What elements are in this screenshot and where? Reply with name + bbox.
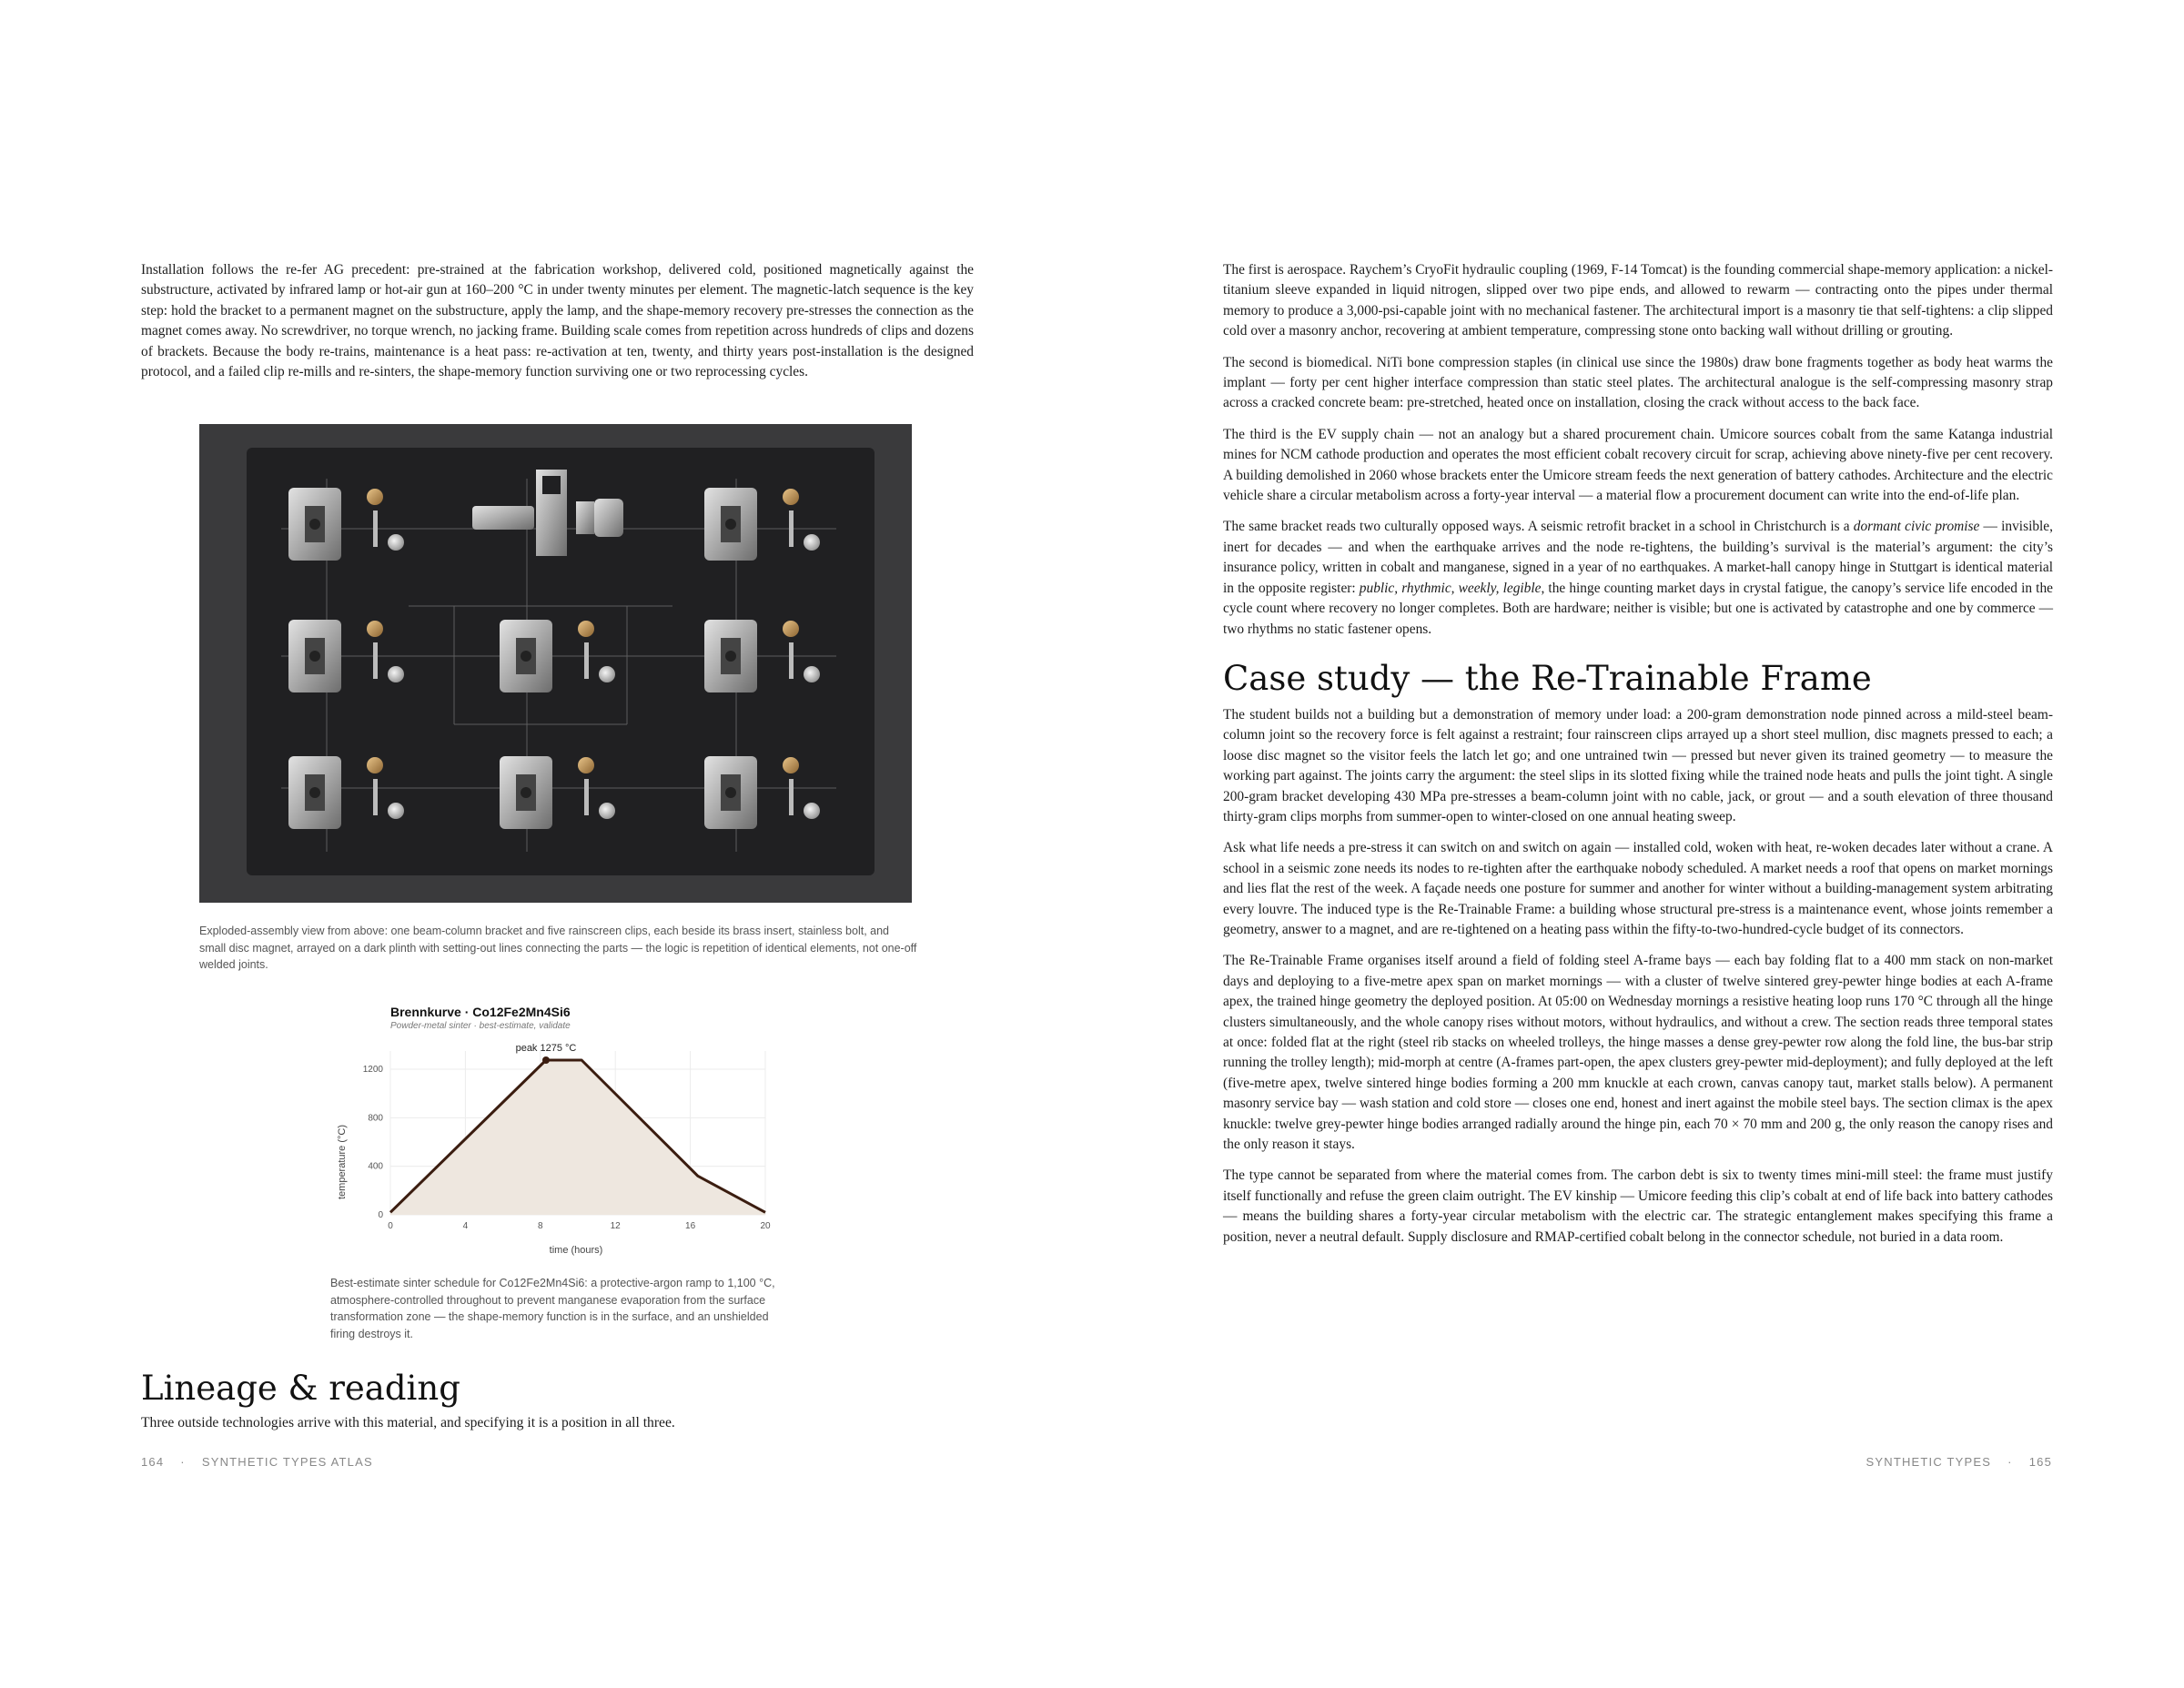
left-column [141, 260, 974, 393]
chart-y-tick-label: 0 [378, 1210, 383, 1220]
chart-y-ticks [363, 1065, 384, 1220]
chart-x-ticks [388, 1221, 771, 1231]
chart-annotation: peak 1275 °C [515, 1043, 577, 1054]
paragraph-demonstration: The student builds not a building but a demonstration of memory under load: a 200-gram demonstration node pinned across a mild-steel beam-column joint so the recovery force is felt against a restraint; four rainscreen clips arrayed up a short steel mullion, disc magnets pressed to each; a loose disc magnet so the visitor feels the latch let go; and one untrained twin — pressed but never given its trained geometry — to measure the working part against. The joints carry the argument: the steel slips in its slotted fixing while the trained node heats and pulls the joint tight. A single 200-gram bracket developing 430 MPa pre-stresses a beam-column joint with no cable, jack, or grout — and a south elevation of three thousand thirty-gram clips morphs from summer-open to winter-closed on one annual heating sweep. [1223, 706, 2053, 824]
paragraph-biomedical: The second is biomedical. NiTi bone compression staples (in clinical use since the 1980s) draw bone fragments together as body heat warms the implant — forty per cent higher interface compression than static steel plates. The architectural analogue is the self-compressing masonry strap across a cracked concrete beam: pre-stretched, heated once on installation, closing the crack without access to the back face. [1223, 354, 2053, 411]
paragraph-frame-organisation: The Re-Trainable Frame organises itself around a field of folding steel A-frame bays — each bay folding flat to a 400 mm stack on non-market days and deploying to a five-metre apex span on market mornings — with a cluster of twelve sintered grey-pewter hinge bodies at each A-frame apex, the trained hinge geometry the deployed position. At 05:00 on Wednesday mornings a resistive heating loop runs 170 °C through all the hinge clusters simultaneously, and the whole canopy rises without motors, without hydraulics, and without a crew. The section reads three temporal states at once: folded flat at the right (steel rib stacks on wheeled trolleys, the hinge masses a dense grey-pewter row along the fold line, the bus-bar strip running the trolley length); mid-morph at centre (A-frames part-open, the apex clusters grey-pewter mid-deployment); and fully deployed at the left (five-metre apex, twelve sintered hinge bodies forming a 200 mm knuckle at each crown, canvas canopy taut, market stalls below). A permanent masonry service bay — wash station and cold store — closes one end, honest and inert against the mobile steel bays. The section climax is the apex knuckle: twelve grey-pewter hinge bodies arranged radially around the hinge pin, each 70 × 70 mm and 200 g, the only reason the canopy rises and the only reason it stays. [1223, 953, 2053, 1153]
paragraph-two-readings [1223, 517, 2053, 639]
footer-left [141, 1455, 373, 1469]
footer-separator: · [180, 1455, 186, 1469]
right-page [1092, 0, 2184, 1688]
intro-paragraph: Installation follows the re-fer AG precedent: pre-strained at the fabrication workshop, delivered cold, positioned magnetically against the substructure, activated by infrared lamp or hot-air gun at 160–200 °C in under twenty minutes per element. The magnetic-latch sequence is the key step: hold the bracket to a permanent magnet on the substructure, apply the lamp, and the shape-memory recovery pre-stresses the connection as the magnet comes away. No screwdriver, no torque wrench, no jacking frame. Building scale comes from repetition across hundreds of clips and dozens of brackets. Because the body re-trains, maintenance is a heat pass: re-activation at ten, twenty, and thirty years post-installation is the designed protocol, and a failed clip re-mills and re-sinters, the shape-memory function surviving one or two reprocessing cycles. [141, 262, 974, 380]
case-study-heading: Case study — the Re-Trainable Frame [1223, 658, 1872, 698]
chart-x-tick-label: 12 [610, 1221, 621, 1231]
paragraph-ev-supply: The third is the EV supply chain — not an analogy but a shared procurement chain. Umicore sources cobalt from the same Katanga industrial mines for NCM cathode production and operates the most efficient cobalt recovery circuit for scrap, achieving above ninety-five per cent recovery. A building demolished in 2060 whose brackets enter the Umicore stream feeds the next generation of battery cathodes. Architecture and the electric vehicle share a circular metabolism across a forty-year interval — a material flow a procurement document can write into the end-of-life plan. [1223, 426, 2053, 504]
paragraph-material-origin: The type cannot be separated from where the material comes from. The carbon debt is six to twenty times mini-mill steel: the frame must justify itself functionally and refuse the green claim outright. The EV kinship — Umicore feeding this clip’s cobalt at end of life back into battery cathodes — means the building shares a forty-year circular metabolism with the electric car. The strategic entanglement makes specifying this frame a position, never a neutral default. Supply disclosure and RMAP-certified cobalt belong in the connector schedule, not buried in a data room. [1223, 1167, 2053, 1245]
text-run: , the hinge counting market days in crystal fatigue, the canopy’s service life encoded in the cycle count where recovery no longer completes. Both are hardware; neither is visible; but one is activated by catastrophe and one by commerce — two rhythms no static fastener opens. [1223, 580, 2053, 637]
chart-x-tick-label: 20 [760, 1221, 771, 1231]
footer-separator: · [2007, 1455, 2013, 1469]
exploded-assembly-photo [199, 424, 912, 903]
chart-caption: Best-estimate sinter schedule for Co12Fe2Mn4Si6: a protective-argon ramp to 1,100 °C, atmosphere-controlled throughout to prevent manganese evaporation from the surface transformation zone — the shape-memory function is in the surface, and an unshielded firing destroys it. [330, 1277, 775, 1340]
emphasis-public-rhythmic: public, rhythmic, weekly, legible [1359, 580, 1542, 596]
text-run: — invisible, inert for decades — and when the earthquake arrives and the node re-tightens, the building’s survival is the material’s argument: the city’s insurance policy, written in cobalt and manganese, signed in a year of no earthquakes. A market-hall canopy hinge in Stuttgart is identical material in the opposite register: [1223, 519, 2053, 596]
right-column [1223, 260, 2053, 1258]
chart-y-tick-label: 1200 [362, 1065, 383, 1075]
chart-title: Brennkurve · Co12Fe2Mn4Si6 [390, 1005, 571, 1019]
chart-x-tick-label: 16 [685, 1221, 696, 1231]
chart-y-label: temperature (°C) [337, 1124, 348, 1200]
chart-x-tick-label: 0 [388, 1221, 393, 1231]
chart-peak-point [542, 1056, 550, 1064]
footer-book-title: SYNTHETIC TYPES ATLAS [201, 1455, 373, 1469]
footer-page-number: 165 [2028, 1455, 2052, 1469]
photo-caption: Exploded-assembly view from above: one beam-column bracket and five rainscreen clips, each beside its brass insert, stainless bolt, and small disc magnet, arrayed on a dark plinth with setting-out lines connecting the parts — the logic is repetition of identical elements, not one-off welded joints. [199, 925, 917, 971]
sinter-chart [330, 996, 784, 1258]
lineage-heading: Lineage & reading [141, 1369, 460, 1408]
sinter-chart-svg [330, 996, 784, 1258]
footer-page-number: 164 [141, 1455, 165, 1469]
chart-x-label: time (hours) [549, 1245, 603, 1256]
chart-area-fill [390, 1060, 765, 1215]
chart-y-tick-label: 400 [368, 1161, 383, 1172]
chart-y-tick-label: 800 [368, 1113, 383, 1124]
chart-subtitle: Powder-metal sinter · best-estimate, validate [390, 1021, 571, 1031]
chart-x-tick-label: 8 [538, 1221, 543, 1231]
footer-right [1866, 1455, 2052, 1469]
chart-x-tick-label: 4 [462, 1221, 469, 1231]
text-run: The same bracket reads two culturally opposed ways. A seismic retrofit bracket in a school in Christchurch is a [1223, 519, 1854, 535]
emphasis-dormant-civic-promise: dormant civic promise [1853, 519, 1980, 535]
lineage-subheading: Three outside technologies arrive with this material, and specifying it is a position in all three. [141, 1415, 675, 1430]
paragraph-aerospace: The first is aerospace. Raychem’s CryoFit hydraulic coupling (1969, F-14 Tomcat) is the founding commercial shape-memory application: a nickel-titanium sleeve expanded in liquid nitrogen, slipped over two pipe ends, and allowed to rewarm — contracting onto the pipes under thermal memory to produce a 3,000-psi-capable joint with no mechanical fastener. The architectural import is a masonry tie that self-tightens: a clip slipped cold over a masonry anchor, recovering at ambient temperature, compressing stone onto backing wall without drilling or grouting. [1223, 262, 2053, 339]
assembly-illustration [199, 424, 912, 903]
paragraph-induced-type: Ask what life needs a pre-stress it can switch on and switch on again — installed cold, woken with heat, re-woken decades later without a crane. A school in a seismic zone needs its nodes to re-tighten after the earthquake nobody scheduled. A market needs a roof that opens on market mornings and lies flat the rest of the week. A façade needs one posture for summer and another for winter without a building-management system arbitrating every louvre. The induced type is the Re-Trainable Frame: a building whose structural pre-stress is a maintenance event, whose joints remember a geometry, answer to a magnet, and are re-tightened on a heating pass within the fifty-to-two-hundred-cycle budget of its connectors. [1223, 840, 2053, 937]
footer-book-title: SYNTHETIC TYPES [1866, 1455, 1992, 1469]
